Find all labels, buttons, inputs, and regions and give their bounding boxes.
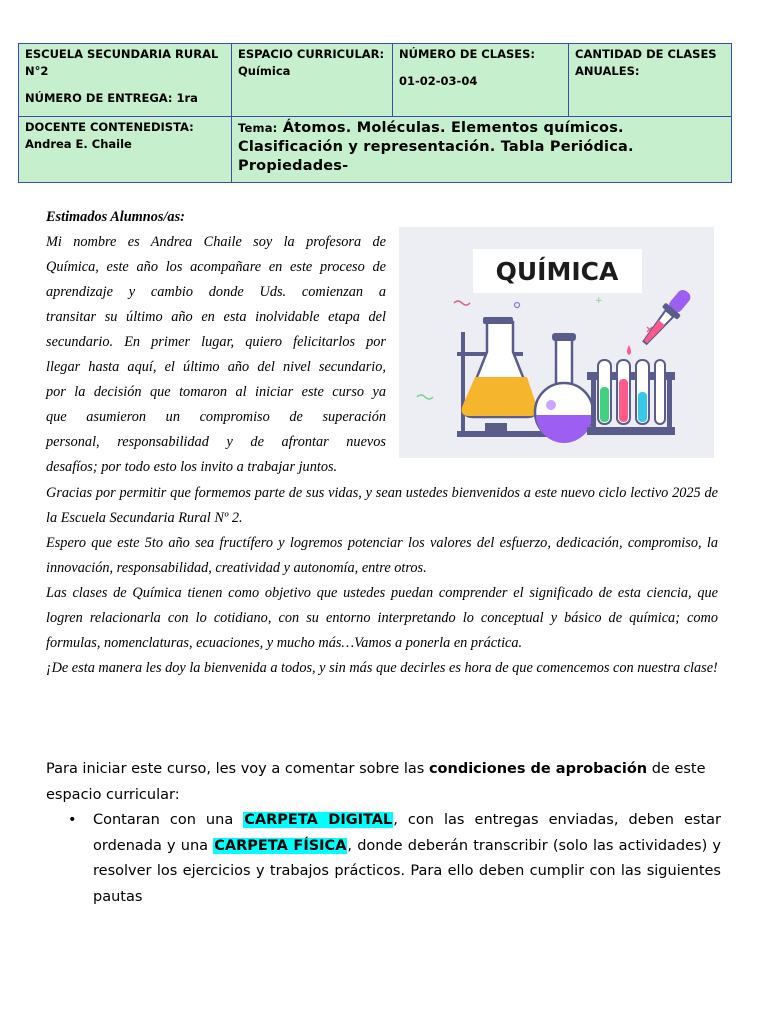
physical-folder-highlight: CARPETA FÍSICA <box>214 837 347 854</box>
letter-continued <box>46 481 718 681</box>
list-item-text-a: Contaran con una <box>93 812 244 828</box>
topic-line2: Clasificación y representación. Tabla Periódica. <box>238 139 634 155</box>
annual-classes-cell <box>569 44 732 117</box>
conditions-intro <box>46 757 722 808</box>
annual-classes-label: CANTIDAD DE CLASES ANUALES: <box>575 47 717 78</box>
letter-greeting: Estimados Alumnos/as: <box>46 209 185 225</box>
letter-intro-line: Química, este año los acompañare en este proceso de <box>46 259 386 275</box>
topic-line3: Propiedades- <box>238 158 349 174</box>
letter-intro-line: llegar hasta aquí, el último año del nivel secundario, <box>46 359 386 375</box>
digital-folder-highlight: CARPETA DIGITAL <box>244 812 393 828</box>
letter-intro-line: personal, responsabilidad y de afrontar nuevos <box>46 434 386 450</box>
conditions-intro-bold: condiciones de aprobación <box>428 761 648 777</box>
illustration-title: QUÍMICA <box>495 257 619 286</box>
letter-paragraph-hopes: Espero que este 5to año sea fructífero y logremos potenciar los valores del esfuerzo, dedicación, compromiso, la innovación, responsabilidad, creatividad y autonomía, entre otros. <box>46 535 718 576</box>
letter-intro-line: que asumieron un compromiso de superación <box>46 409 386 425</box>
school-name-line2: N°2 <box>25 64 49 78</box>
list-item-text-b: , con las entregas enviadas, deben estar ordenada y una <box>93 812 722 854</box>
curricular-space-value: Química <box>238 64 291 78</box>
topic-label: Tema: <box>238 121 278 135</box>
bullet-icon: • <box>68 812 77 828</box>
classes-number-value: 01-02-03-04 <box>399 74 478 88</box>
letter-intro-paragraph <box>46 230 386 480</box>
letter-paragraph-welcome: ¡De esta manera les doy la bienvenida a todos, y sin más que decirles es hora de que comencemos con nuestra clase! <box>46 660 718 676</box>
conditions-intro-text: Para iniciar este curso, les voy a comentar sobre las <box>46 761 429 777</box>
letter-intro-line: Mi nombre es Andrea Chaile soy la profesora de <box>46 234 386 250</box>
letter-intro-line: desafíos; por todo esto los invito a trabajar juntos. <box>46 459 338 475</box>
header-table <box>18 43 732 183</box>
letter-paragraph-thanks: Gracias por permitir que formemos parte de sus vidas, y sean ustedes bienvenidos a este nuevo ciclo lectivo 2025 de la Escuela Secundaria Rural Nº 2. <box>46 485 718 526</box>
conditions-intro-end: de este espacio curricular: <box>46 761 706 803</box>
chemistry-illustration <box>399 227 714 458</box>
letter-intro-line: secundario. En primer lugar, quiero felicitarlos por <box>46 334 386 350</box>
topic-line1: Átomos. Moléculas. Elementos químicos. <box>282 120 624 136</box>
letter-intro-line: aprendizaje y cambio donde Uds. comienzan a <box>46 284 386 300</box>
classes-number-cell <box>393 44 569 117</box>
letter-intro-line: transitar su último año en esta inolvidable etapa del <box>46 309 386 325</box>
teacher-name: Andrea E. Chaile <box>25 137 132 151</box>
delivery-number: NÚMERO DE ENTREGA: 1ra <box>25 91 198 105</box>
curricular-space-cell <box>232 44 393 117</box>
topic-cell <box>232 117 732 183</box>
school-name-line1: ESCUELA SECUNDARIA RURAL <box>25 47 219 61</box>
classes-number-label: NÚMERO DE CLASES: <box>399 47 535 61</box>
list-item <box>93 808 721 910</box>
letter-intro-line: por la decisión que tomaron al iniciar este curso ya <box>46 384 386 400</box>
svg-text:+: + <box>595 296 603 306</box>
school-cell <box>19 44 232 117</box>
teacher-cell <box>19 117 232 183</box>
teacher-label: DOCENTE CONTENEDISTA: <box>25 120 194 134</box>
letter-paragraph-objectives: Las clases de Química tienen como objetivo que ustedes puedan comprender el significado de esta ciencia, que logren relacionarla con lo cotidiano, con su entorno interpretando lo conceptual y básico de química; como formulas, nomenclaturas, ecuaciones, y mucho más…Vamos a ponerla en práctica. <box>46 585 718 651</box>
curricular-space-label: ESPACIO CURRICULAR: <box>238 47 385 61</box>
list-item-text-c: , donde deberán transcribir (solo las actividades) y resolver los ejercicios y trabajos prácticos. Para ello deben cumplir con las siguientes pautas <box>93 837 722 905</box>
